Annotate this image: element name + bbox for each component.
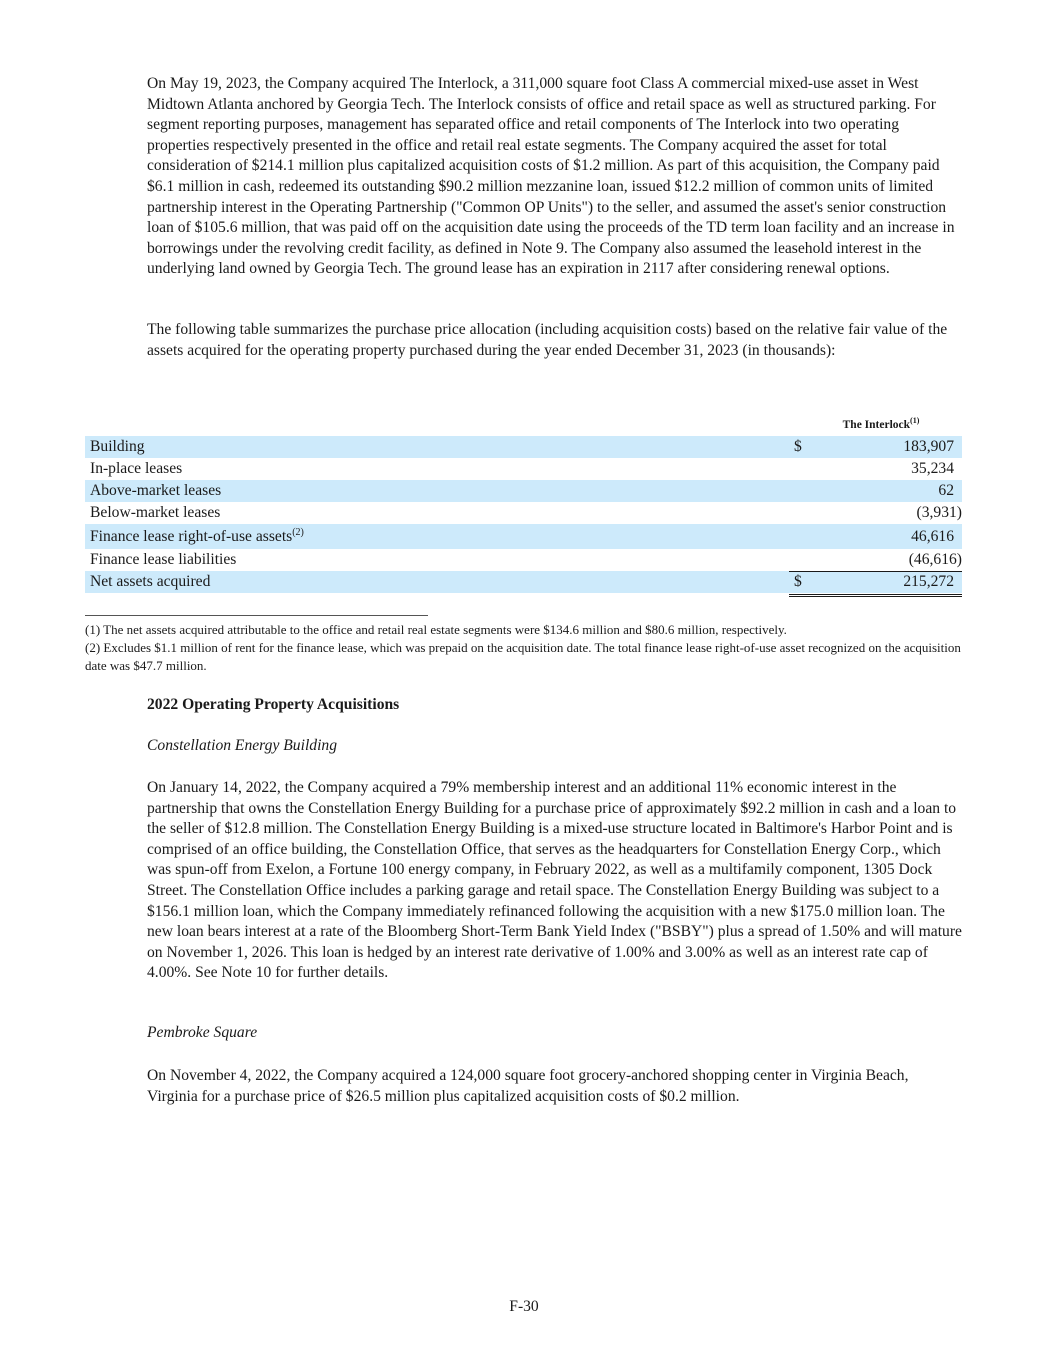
row-value: (46,616) <box>908 551 962 568</box>
table-total-row <box>85 571 962 593</box>
row-label: Finance lease liabilities <box>90 551 237 568</box>
subsection-paragraph: On November 4, 2022, the Company acquired a 124,000 square foot grocery-anchored shopping center in Virginia Beach, Virginia for a purchase price of $26.5 million plus capitalized acquisition costs of $0.2 million. <box>147 1067 909 1105</box>
row-label: Below-market leases <box>90 504 221 521</box>
column-header-text: The Interlock <box>842 418 911 431</box>
currency-symbol: $ <box>794 573 802 590</box>
row-value: 62 <box>938 482 954 499</box>
row-value: 46,616 <box>911 528 954 545</box>
total-double-rule <box>789 594 962 597</box>
row-label <box>90 524 304 549</box>
currency-symbol: $ <box>794 438 802 455</box>
row-value: 35,234 <box>911 460 954 477</box>
subsection-title: Pembroke Square <box>147 1024 258 1041</box>
row-value: (3,931) <box>916 504 962 521</box>
row-label: Net assets acquired <box>90 573 211 590</box>
row-label: Building <box>90 438 145 455</box>
row-label: In-place leases <box>90 460 183 477</box>
row-value: 183,907 <box>903 438 954 455</box>
table-row <box>85 458 962 480</box>
table-row <box>85 524 962 549</box>
footnote-1: (1) The net assets acquired attributable to the office and retail real estate segments were $134.6 million and $80.6 million, respectively. <box>85 622 787 637</box>
table-row <box>85 549 962 571</box>
column-header-note: (1) <box>910 416 920 425</box>
table-row <box>85 480 962 502</box>
intro-paragraph: On May 19, 2023, the Company acquired The Interlock, a 311,000 square foot Class A commercial mixed-use asset in West Midtown Atlanta anchored by Georgia Tech. The Interlock consists of office and retail space as well as structured parking. For segment reporting purposes, management has separated office and retail components of The Interlock into two operating properties respectively presented in the office and retail real estate segments. The Company acquired the asset for total consideration of $214.1 million plus capitalized acquisition costs of $1.2 million. As part of this acquisition, the Company paid $6.1 million in cash, redeemed its outstanding $90.2 million mezzanine loan, issued $12.2 million of common units of limited partnership interest in the Operating Partnership ("Common OP Units") to the seller, and assumed the asset's senior construction loan of $105.6 million, that was paid off on the acquisition date using the proceeds of the TD term loan facility and an increase in borrowings under the revolving credit facility, as defined in Note 9. The Company also assumed the leasehold interest in the underlying land owned by Georgia Tech. The ground lease has an expiration in 2117 after considering renewal options. <box>147 75 955 278</box>
row-value: 215,272 <box>903 573 954 590</box>
subsection-paragraph: On January 14, 2022, the Company acquired a 79% membership interest and an additional 11% economic interest in the partnership that owns the Constellation Energy Building for a purchase price of approximately $92.2 million in cash and a loan to the seller of $12.8 million. The Constellation Energy Building is a mixed-use structure located in Baltimore's Harbor Point and is comprised of an office building, the Constellation Office, that serves as the headquarters for Constellation Energy Corp., which was spun-off from Exelon, a Fortune 100 energy company, in February 2022, as well as a multifamily component, 1305 Dock Street. The Constellation Office includes a parking garage and retail space. The Constellation Energy Building was subject to a $156.1 million loan, which the Company immediately refinanced following the acquisition with a new $175.0 million loan. The new loan bears interest at a rate of the Bloomberg Short-Term Bank Yield Index ("BSBY") plus a spread of 1.50% and will mature on November 1, 2026. This loan is hedged by an interest rate derivative of 1.00% and 3.00% as well as an interest rate cap of 4.00%. See Note 10 for further details. <box>147 779 962 982</box>
row-label: Above-market leases <box>90 482 222 499</box>
footnote-2: (2) Excludes $1.1 million of rent for the finance lease, which was prepaid on the acquisition date. The total finance lease right-of-use asset recognized on the acquisition date was $47.7 million. <box>85 640 961 673</box>
purchase-allocation-table <box>85 436 962 593</box>
table-intro-paragraph: The following table summarizes the purchase price allocation (including acquisition costs) based on the relative fair value of the assets acquired for the operating property purchased during the year ended December 31, 2023 (in thousands): <box>147 321 948 359</box>
page-number: F-30 <box>509 1298 539 1315</box>
table-row <box>85 502 962 524</box>
table-column-header <box>800 416 962 431</box>
footnote-divider <box>85 615 428 616</box>
section-heading: 2022 Operating Property Acquisitions <box>147 696 400 713</box>
row-label-text: Finance lease right-of-use assets <box>90 528 293 545</box>
row-label-note: (2) <box>292 526 304 538</box>
table-row <box>85 436 962 458</box>
subsection-title: Constellation Energy Building <box>147 737 337 754</box>
